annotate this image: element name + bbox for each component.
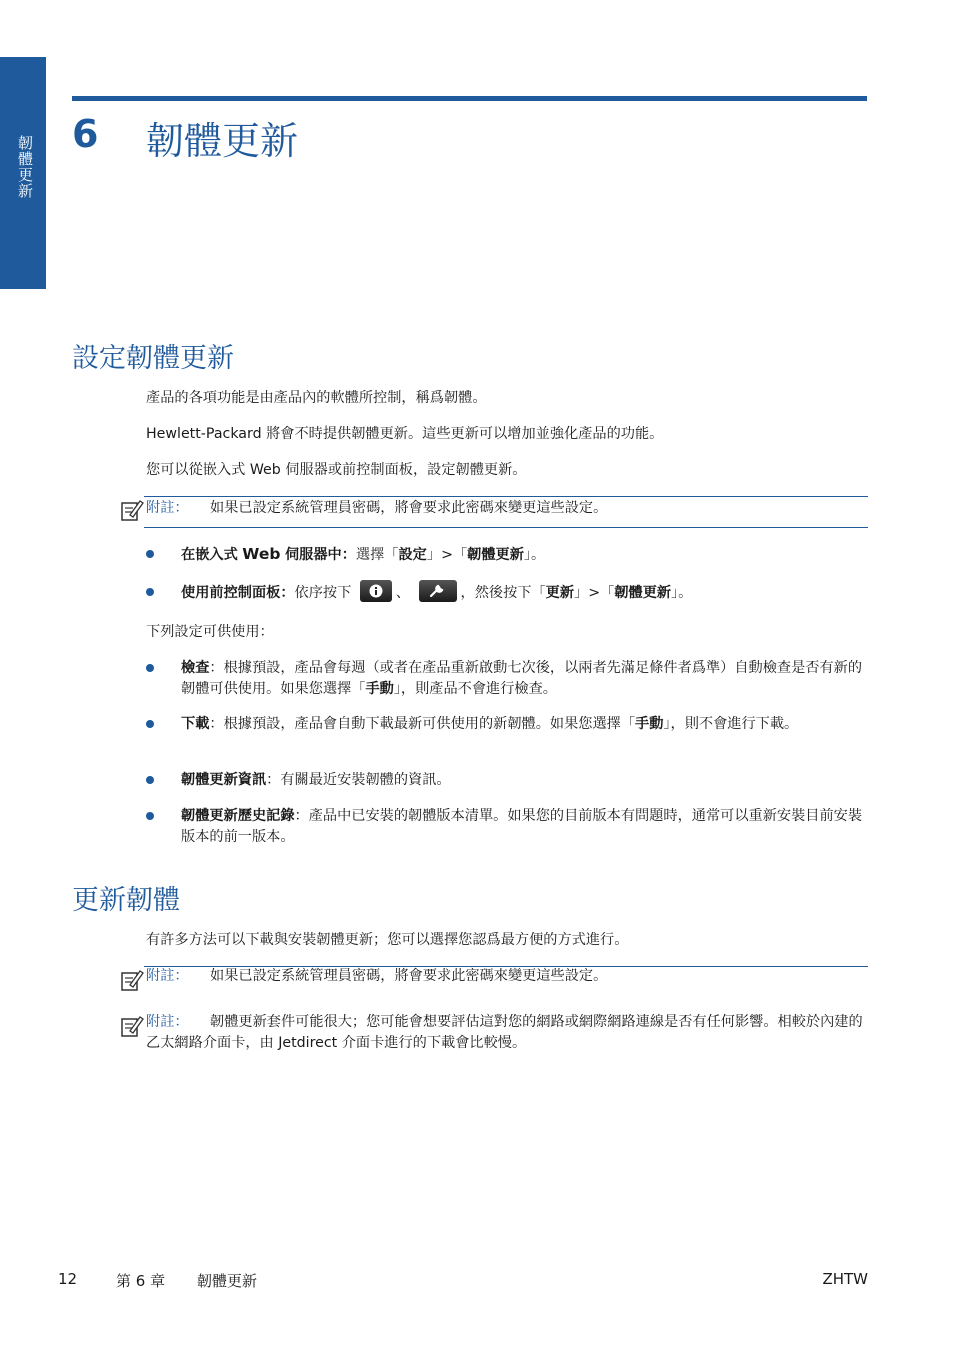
page-number: 12 [58, 1270, 78, 1288]
note-top-rule [144, 496, 868, 497]
text: 選擇「 [355, 547, 399, 563]
bullet-dot [146, 550, 154, 558]
note-text: 韌體更新套件可能很大；您可能會想要評估這對您的網路或網際網路連線是否有任何影響。相較於內建的乙太網路介面卡，由 Jetdirect 介面卡進行的下載會比較慢。 [146, 1014, 863, 1051]
info-button-icon [360, 580, 392, 602]
footer-chapter: 第 6 章 [116, 1272, 166, 1290]
bullet-dot [146, 776, 154, 784]
item-text: ：根據預設，產品會自動下載最新可供使用的新韌體。如果您選擇「 [209, 716, 636, 732]
note-text: 如果已設定系統管理員密碼，將會要求此密碼來變更這些設定。 [210, 500, 608, 516]
paragraph: Hewlett-Packard 將會不時提供韌體更新。這些更新可以增加並強化產品的功能。 [146, 426, 664, 442]
wrench-button-icon [419, 580, 457, 602]
footer-title: 韌體更新 [197, 1272, 258, 1290]
text: 、 [395, 585, 410, 601]
paragraph: 下列設定可供使用： [146, 624, 274, 640]
note-bottom-rule [144, 527, 868, 528]
keyword: 韌體更新 [467, 547, 524, 563]
bullet-lead2: 伺服器中： [284, 547, 356, 563]
bullet-web: Web [242, 545, 281, 563]
item-text: ：根據預設，產品會每週（或者在產品重新啟動七次後，以兩者先滿足條件者爲準）自動檢查是否有新的韌體可供使用。如果您選擇「 [181, 660, 863, 697]
list-item [146, 582, 868, 606]
note-label: 附註： [146, 1014, 189, 1030]
item-term: 下載 [181, 716, 210, 732]
bullet-dot [146, 720, 154, 728]
note-text: 如果已設定系統管理員密碼，將會要求此密碼來變更這些設定。 [210, 968, 608, 984]
note-label: 附註： [146, 968, 189, 984]
text: 」。 [523, 547, 546, 563]
chapter-title: 韌體更新 [146, 119, 299, 163]
item-term: 韌體更新資訊 [181, 772, 267, 788]
keyword: 設定 [398, 547, 427, 563]
keyword: 韌體更新 [614, 585, 672, 601]
note-box [120, 496, 868, 528]
paragraph: 您可以從嵌入式 Web 伺服器或前控制面板，設定韌體更新。 [146, 462, 527, 478]
keyword: 手動 [365, 681, 394, 697]
note-box [120, 1012, 868, 1056]
keyword: 更新 [545, 585, 575, 601]
paragraph: 有許多方法可以下載與安裝韌體更新；您可以選擇您認爲最方便的方式進行。 [146, 932, 629, 948]
text: ，然後按下「 [460, 585, 546, 601]
note-label: 附註： [146, 500, 189, 516]
paragraph: 產品的各項功能是由產品內的軟體所控制，稱爲韌體。 [146, 390, 487, 406]
item-text: 」，則不會進行下載。 [663, 716, 799, 732]
text: 」>「 [574, 585, 615, 601]
list-item [146, 770, 868, 791]
footer-lang: ZHTW [822, 1270, 868, 1288]
item-term: 韌體更新歷史記錄 [181, 808, 295, 824]
item-text: 」，則產品不會進行檢查。 [393, 681, 557, 697]
bullet-dot [146, 664, 154, 672]
list-item [146, 714, 868, 756]
text: 」>「 [426, 547, 468, 563]
keyword: 手動 [635, 716, 664, 732]
item-term: 檢查 [181, 660, 210, 676]
list-item [146, 658, 868, 700]
item-text: ：產品中已安裝的韌體版本清單。如果您的目前版本有問題時，通常可以重新安裝目前安裝版本的前一版本。 [181, 808, 863, 845]
note-icon [120, 968, 144, 992]
side-tab [0, 57, 46, 289]
note-box [120, 966, 868, 992]
list-item [146, 544, 868, 565]
bullet-lead: 使用前控制面板： [181, 585, 295, 601]
item-text: ：有關最近安裝韌體的資訊。 [266, 772, 451, 788]
section-heading-setup: 設定韌體更新 [72, 343, 234, 374]
text: 依序按下 [294, 585, 352, 601]
note-icon [120, 1014, 144, 1038]
side-tab-label: 韌體更新 [16, 135, 34, 199]
bullet-dot [146, 588, 154, 596]
section-heading-update: 更新韌體 [72, 885, 180, 916]
bullet-dot [146, 812, 154, 820]
text: 」。 [671, 585, 693, 601]
chapter-rule [72, 96, 867, 101]
note-icon [120, 498, 144, 522]
chapter-number: 6 [72, 112, 99, 156]
bullet-lead: 在嵌入式 [181, 547, 238, 563]
list-item [146, 806, 868, 848]
